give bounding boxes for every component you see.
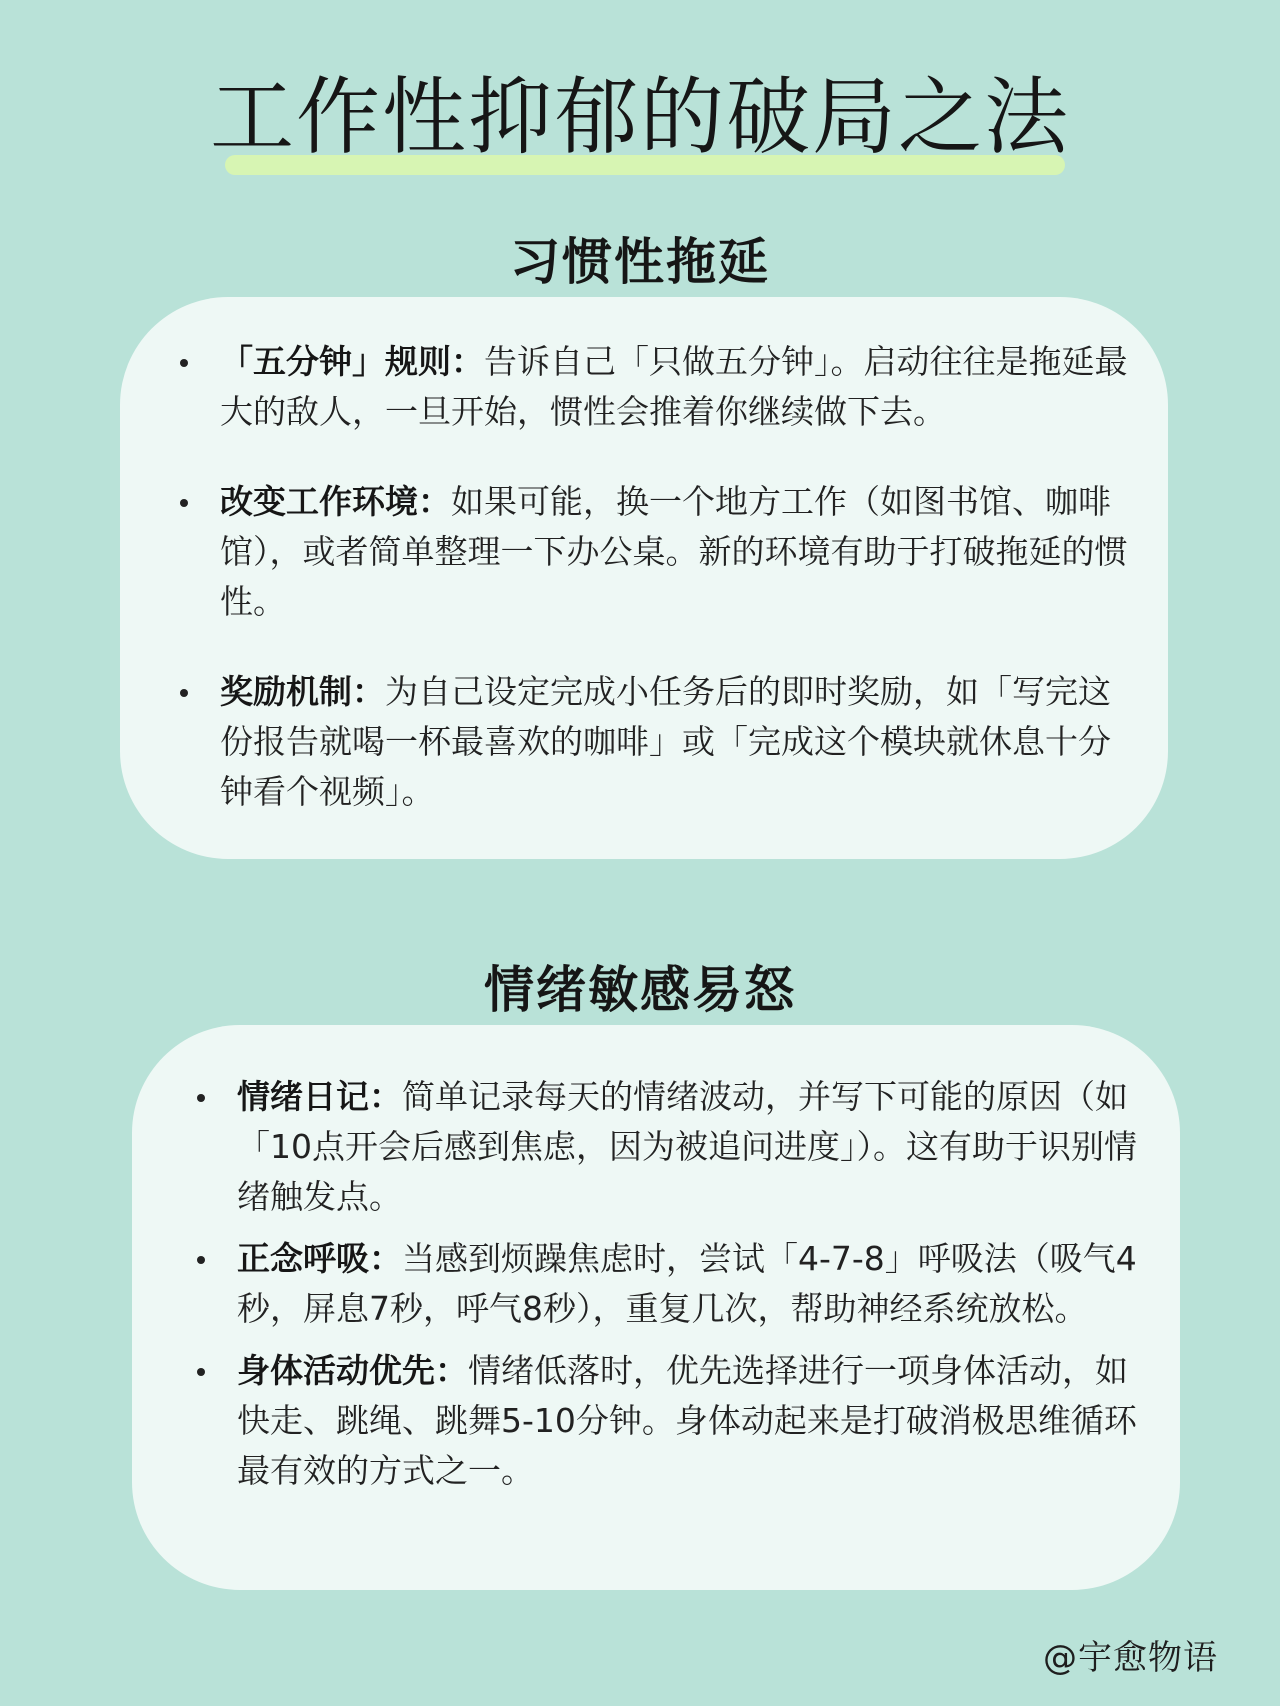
procrastination-list [220,337,1130,817]
item-text: 如果可能，换一个地方工作（如图书馆、咖啡馆），或者简单整理一下办公桌。新的环境有助于打破拖延的惯性。 [220,482,1128,621]
list-item-change-environment [220,477,1130,627]
item-lead: 奖励机制： [220,672,385,711]
emotion-list [237,1072,1137,1496]
list-item-physical-activity [237,1346,1137,1496]
page-title: 工作性抑郁的破局之法 [209,68,1070,166]
bullet-icon [197,1368,205,1376]
item-lead: 改变工作环境： [220,482,451,521]
item-lead: 身体活动优先： [237,1351,468,1390]
bullet-icon [197,1094,205,1102]
item-text: 当感到烦躁焦虑时，尝试「4-7-8」呼吸法（吸气4秒，屏息7秒，呼气8秒），重复几次，帮助神经系统放松。 [237,1239,1137,1328]
item-text: 简单记录每天的情绪波动，并写下可能的原因（如「10点开会后感到焦虑，因为被追问进度」）。这有助于识别情绪触发点。 [237,1077,1137,1216]
title-block [0,62,1280,172]
bullet-icon [180,689,188,697]
item-text: 情绪低落时，优先选择进行一项身体活动，如快走、跳绳、跳舞5-10分钟。身体动起来是打破消极思维循环最有效的方式之一。 [237,1351,1137,1490]
bullet-icon [197,1256,205,1264]
section-heading-emotional-sensitivity: 情绪敏感易怒 [484,961,796,1019]
item-text: 告诉自己「只做五分钟」。启动往往是拖延最大的敌人，一旦开始，惯性会推着你继续做下去。 [220,342,1128,431]
bullet-icon [180,499,188,507]
section-heading-procrastination: 习惯性拖延 [510,233,770,291]
item-lead: 「五分钟」规则： [220,342,484,381]
list-item-five-minute-rule [220,337,1130,437]
list-item-emotion-journal [237,1072,1137,1222]
item-lead: 正念呼吸： [237,1239,402,1278]
procrastination-card [120,297,1168,859]
author-watermark: @宇愈物语 [1043,1638,1218,1678]
item-lead: 情绪日记： [237,1077,402,1116]
list-item-mindful-breathing [237,1234,1137,1334]
bullet-icon [180,359,188,367]
list-item-reward-mechanism [220,667,1130,817]
item-text: 为自己设定完成小任务后的即时奖励，如「写完这份报告就喝一杯最喜欢的咖啡」或「完成这个模块就休息十分钟看个视频」。 [220,672,1111,811]
emotion-card [132,1025,1180,1590]
